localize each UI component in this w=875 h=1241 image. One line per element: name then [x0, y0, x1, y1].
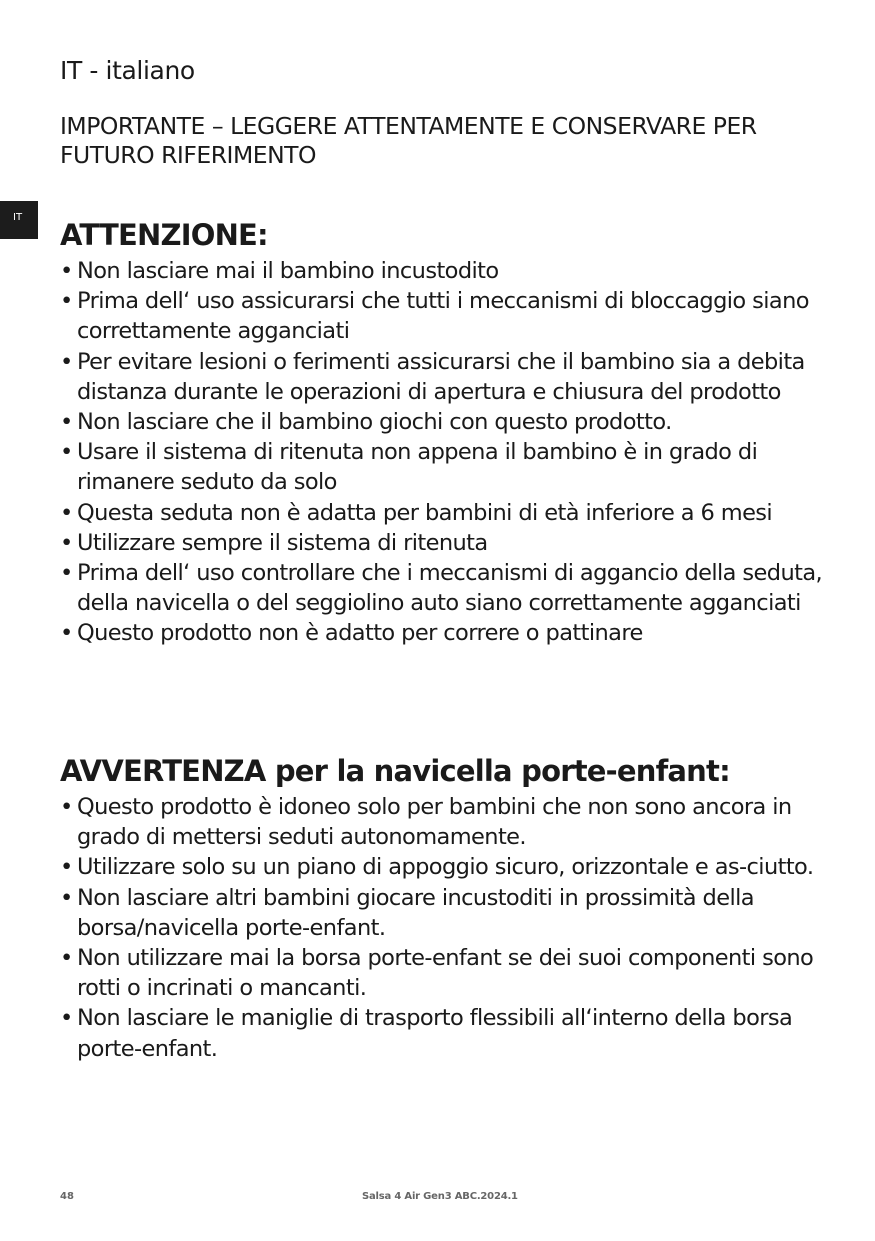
bullet-icon: • — [60, 529, 73, 556]
attention-item — [60, 256, 840, 286]
bullet-icon: • — [60, 499, 73, 526]
bullet-icon: • — [60, 945, 73, 972]
bullet-icon: • — [60, 794, 73, 820]
language-side-tab: IT — [0, 201, 38, 239]
attention-item-text: Per evitare lesioni o ferimenti assicurarsi che il bambino sia a debita distanza durante le operazioni di apertura e chiusura del prodotto — [77, 348, 805, 405]
bullet-icon: • — [60, 348, 73, 375]
document-reference: Salsa 4 Air Gen3 ABC.2024.1 — [362, 1191, 518, 1202]
bullet-icon: • — [60, 409, 73, 436]
attention-item-text: Non lasciare che il bambino giochi con questo prodotto. — [77, 409, 672, 436]
attention-item-text: Prima dell‘ uso assicurarsi che tutti i meccanismi di bloccaggio siano correttamente agganciati — [77, 288, 809, 345]
warning-title: AVVERTENZA per la navicella porte-enfant: — [60, 754, 730, 788]
attention-list — [60, 256, 840, 649]
attention-section — [60, 218, 840, 649]
attention-item-text: Non lasciare mai il bambino incustodito — [77, 258, 499, 284]
attention-item — [60, 347, 840, 407]
warning-item-text: Non utilizzare mai la borsa porte-enfant se dei suoi componenti sono rotti o incrinati o mancanti. — [77, 945, 814, 1002]
warning-item — [60, 1003, 840, 1063]
warning-item — [60, 883, 840, 943]
attention-item — [60, 558, 840, 618]
attention-item — [60, 286, 840, 346]
important-notice: IMPORTANTE – LEGGERE ATTENTAMENTE E CONSERVARE PER FUTURO RIFERIMENTO — [60, 112, 757, 169]
warning-item-text: Utilizzare solo su un piano di appoggio sicuro, orizzontale e as-ciutto. — [77, 854, 814, 881]
language-title: IT - italiano — [60, 56, 195, 85]
attention-item — [60, 437, 840, 497]
bullet-icon: • — [60, 884, 73, 911]
bullet-icon: • — [60, 854, 73, 881]
attention-item — [60, 618, 840, 648]
bullet-icon: • — [60, 620, 73, 647]
bullet-icon: • — [60, 258, 73, 284]
attention-item-text: Questo prodotto non è adatto per correre o pattinare — [77, 620, 643, 647]
attention-item-text: Prima dell‘ uso controllare che i meccanismi di aggancio della seduta, della navicella o del seggiolino auto siano correttamente agganciati — [77, 560, 823, 617]
attention-item — [60, 528, 840, 558]
bullet-icon: • — [60, 288, 73, 315]
bullet-icon: • — [60, 439, 73, 466]
bullet-icon: • — [60, 1005, 73, 1032]
attention-item-text: Usare il sistema di ritenuta non appena il bambino è in grado di rimanere seduto da solo — [77, 439, 758, 496]
attention-title: ATTENZIONE: — [60, 218, 268, 252]
warning-item-text: Non lasciare altri bambini giocare incustoditi in prossimità della borsa/navicella porte-enfant. — [77, 884, 754, 941]
warning-item — [60, 792, 840, 852]
attention-item — [60, 407, 840, 437]
bullet-icon: • — [60, 560, 73, 587]
page-number: 48 — [60, 1191, 74, 1202]
warning-list — [60, 792, 840, 1064]
warning-item — [60, 852, 840, 882]
warning-item-text: Non lasciare le maniglie di trasporto flessibili all‘interno della borsa porte-enfant. — [77, 1005, 793, 1062]
warning-item-text: Questo prodotto è idoneo solo per bambini che non sono ancora in grado di mettersi seduti autonomamente. — [77, 794, 792, 851]
attention-item-text: Utilizzare sempre il sistema di ritenuta — [77, 529, 488, 556]
attention-item-text: Questa seduta non è adatta per bambini di età inferiore a 6 mesi — [77, 499, 773, 526]
warning-section — [60, 754, 840, 1064]
warning-item — [60, 943, 840, 1003]
attention-item — [60, 498, 840, 528]
